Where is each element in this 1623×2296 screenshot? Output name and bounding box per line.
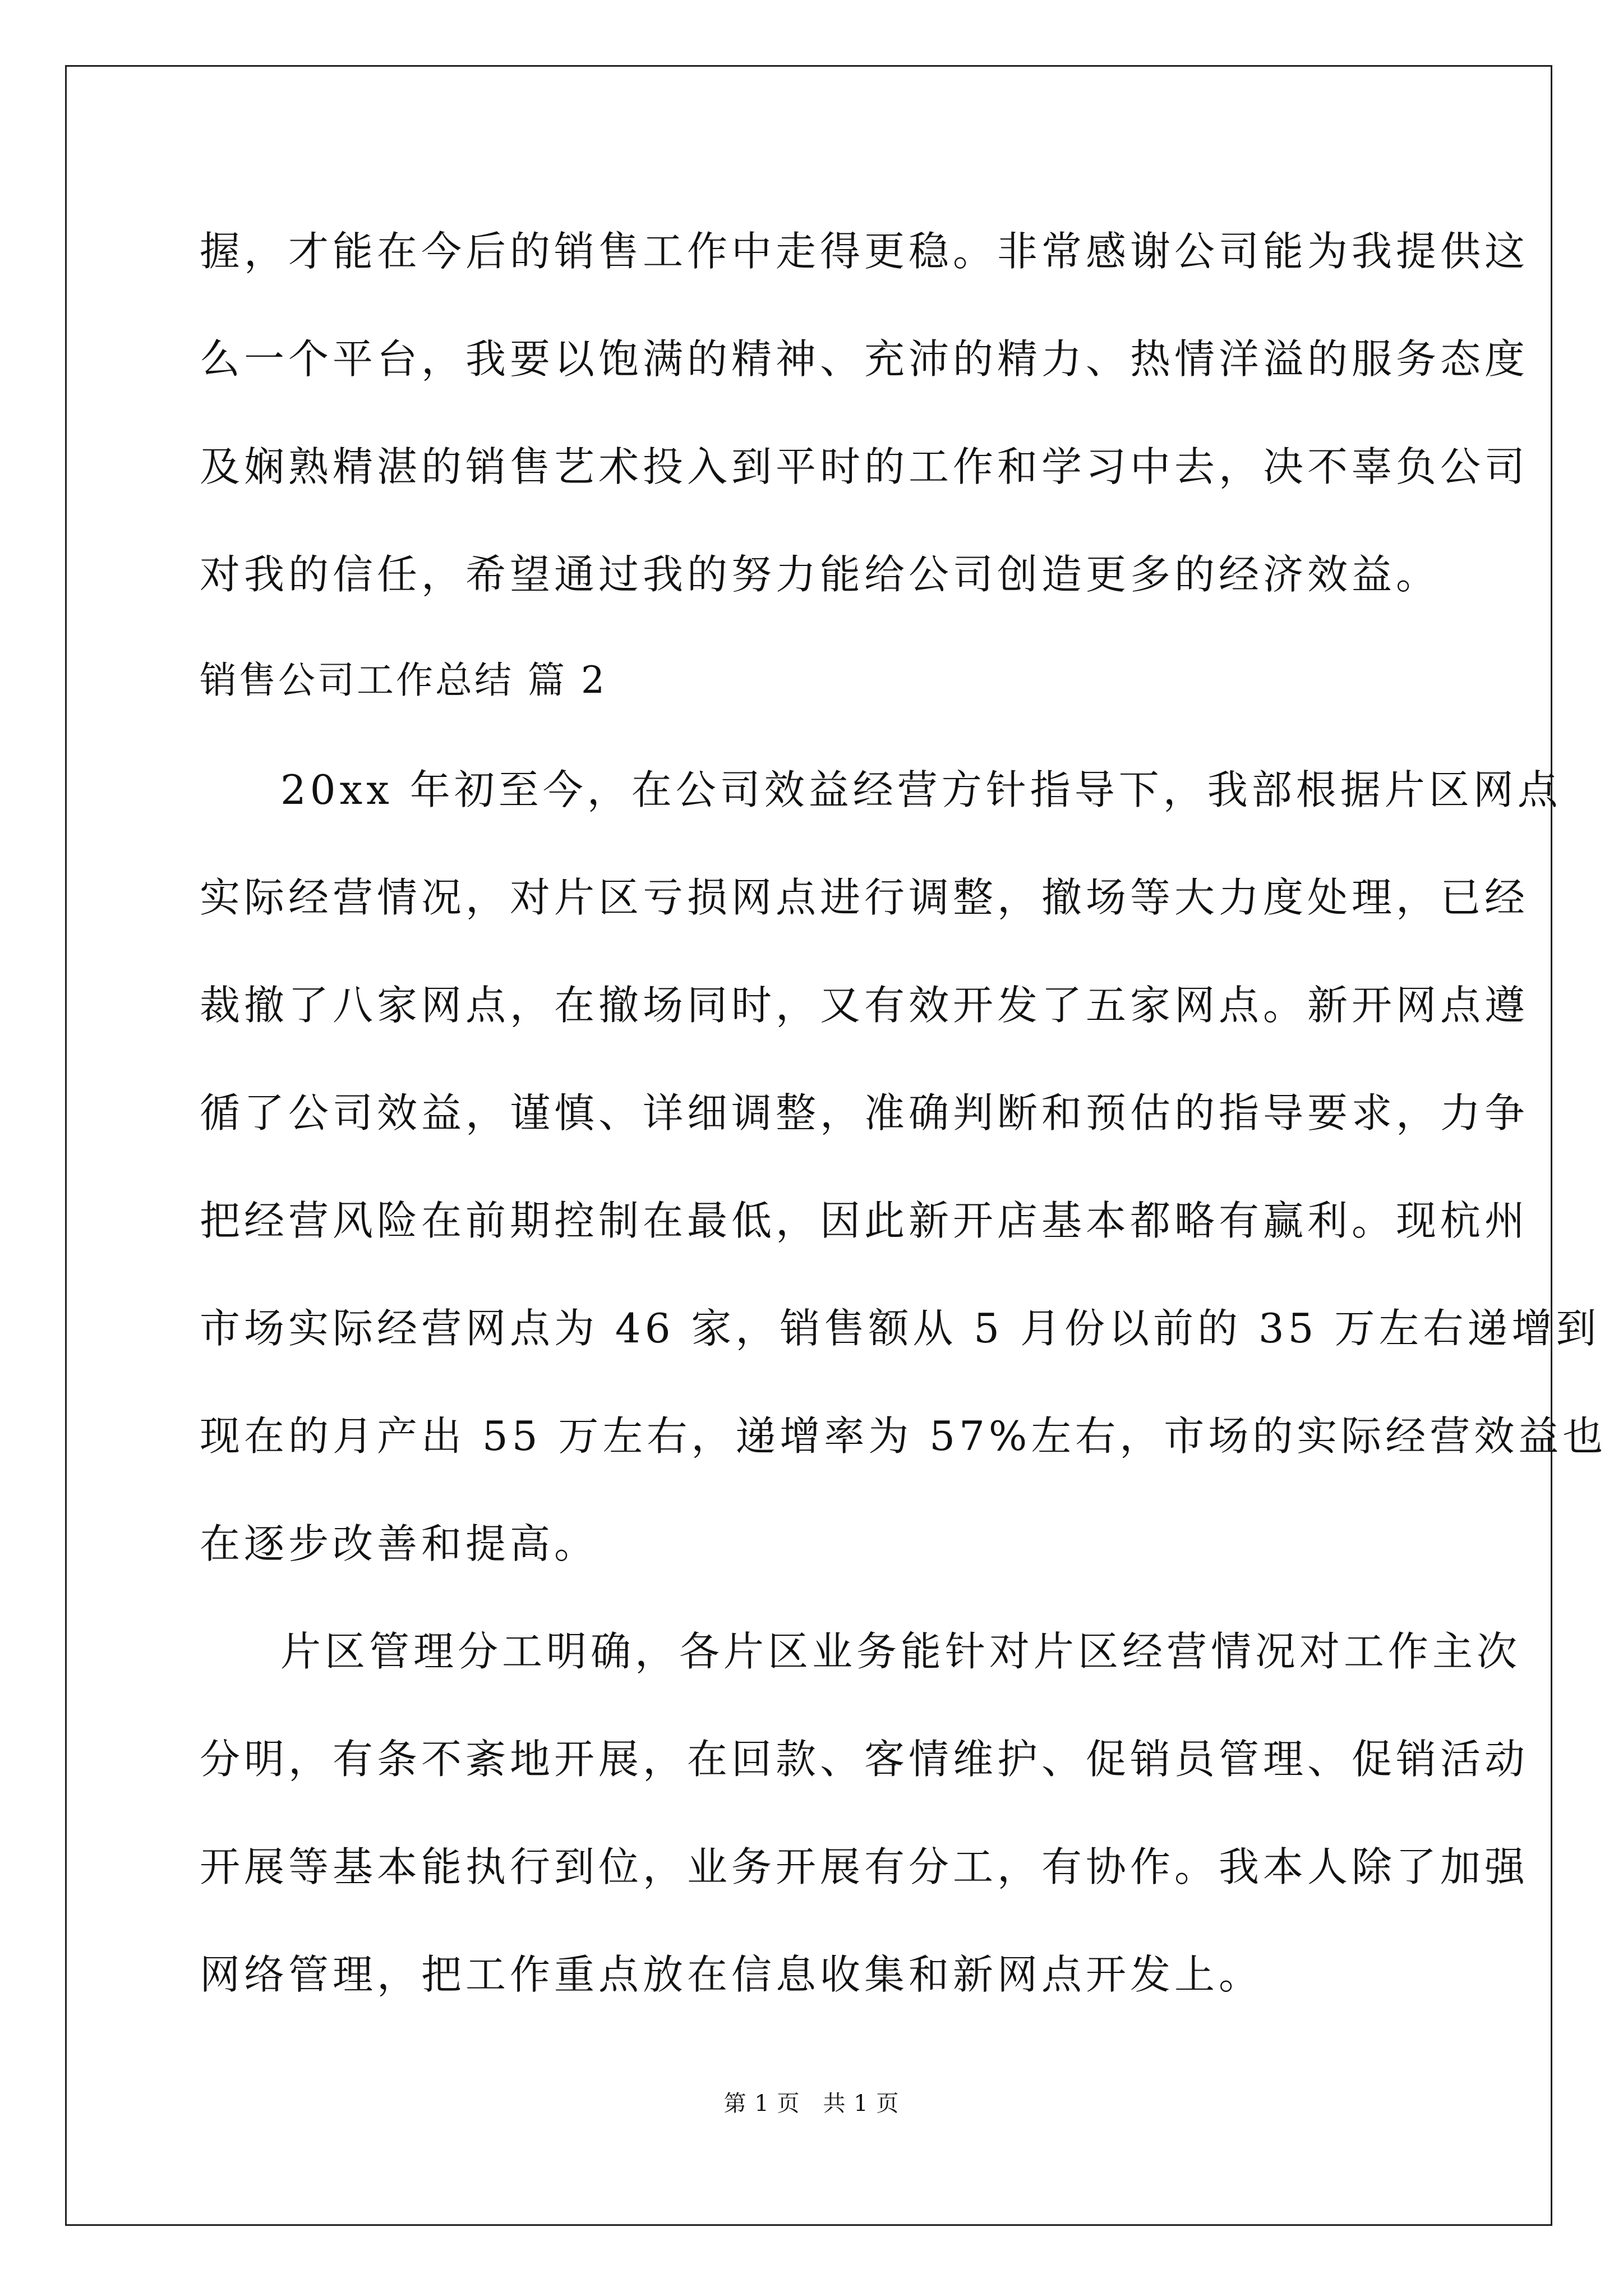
page-number-footer: 第 1 页 共 1 页 <box>723 2091 900 2116</box>
text-line: 对我的信任，希望通过我的努力能给公司创造更多的经济效益。 <box>200 551 1441 598</box>
section-heading: 销售公司工作总结 篇 2 <box>200 659 607 702</box>
text-line: 握，才能在今后的销售工作中走得更稳。非常感谢公司能为我提供这 <box>200 228 1529 275</box>
text-line: 市场实际经营网点为 46 家，销售额从 5 月份以前的 35 万左右递增到 <box>200 1305 1601 1352</box>
text-line: 20xx 年初至今，在公司效益经营方针指导下，我部根据片区网点 <box>280 766 1562 813</box>
text-line: 片区管理分工明确，各片区业务能针对片区经营情况对工作主次 <box>280 1628 1521 1675</box>
text-line: 把经营风险在前期控制在最低，因此新开店基本都略有赢利。现杭州 <box>200 1197 1529 1244</box>
text-line: 及娴熟精湛的销售艺术投入到平时的工作和学习中去，决不辜负公司 <box>200 443 1529 490</box>
text-line: 网络管理，把工作重点放在信息收集和新网点开发上。 <box>200 1951 1264 1998</box>
text-line: 么一个平台，我要以饱满的精神、充沛的精力、热情洋溢的服务态度 <box>200 335 1529 383</box>
text-line: 开展等基本能执行到位，业务开展有分工，有协作。我本人除了加强 <box>200 1843 1529 1890</box>
page-border <box>65 65 1552 2226</box>
text-line: 现在的月产出 55 万左右，递增率为 57%左右，市场的实际经营效益也 <box>200 1412 1607 1460</box>
text-line: 裁撤了八家网点，在撤场同时，又有效开发了五家网点。新开网点遵 <box>200 982 1529 1029</box>
text-line: 分明，有条不紊地开展，在回款、客情维护、促销员管理、促销活动 <box>200 1736 1529 1783</box>
text-line: 循了公司效益，谨慎、详细调整，准确判断和预估的指导要求，力争 <box>200 1089 1529 1137</box>
text-line: 实际经营情况，对片区亏损网点进行调整，撤场等大力度处理，已经 <box>200 874 1529 921</box>
text-line: 在逐步改善和提高。 <box>200 1520 599 1567</box>
